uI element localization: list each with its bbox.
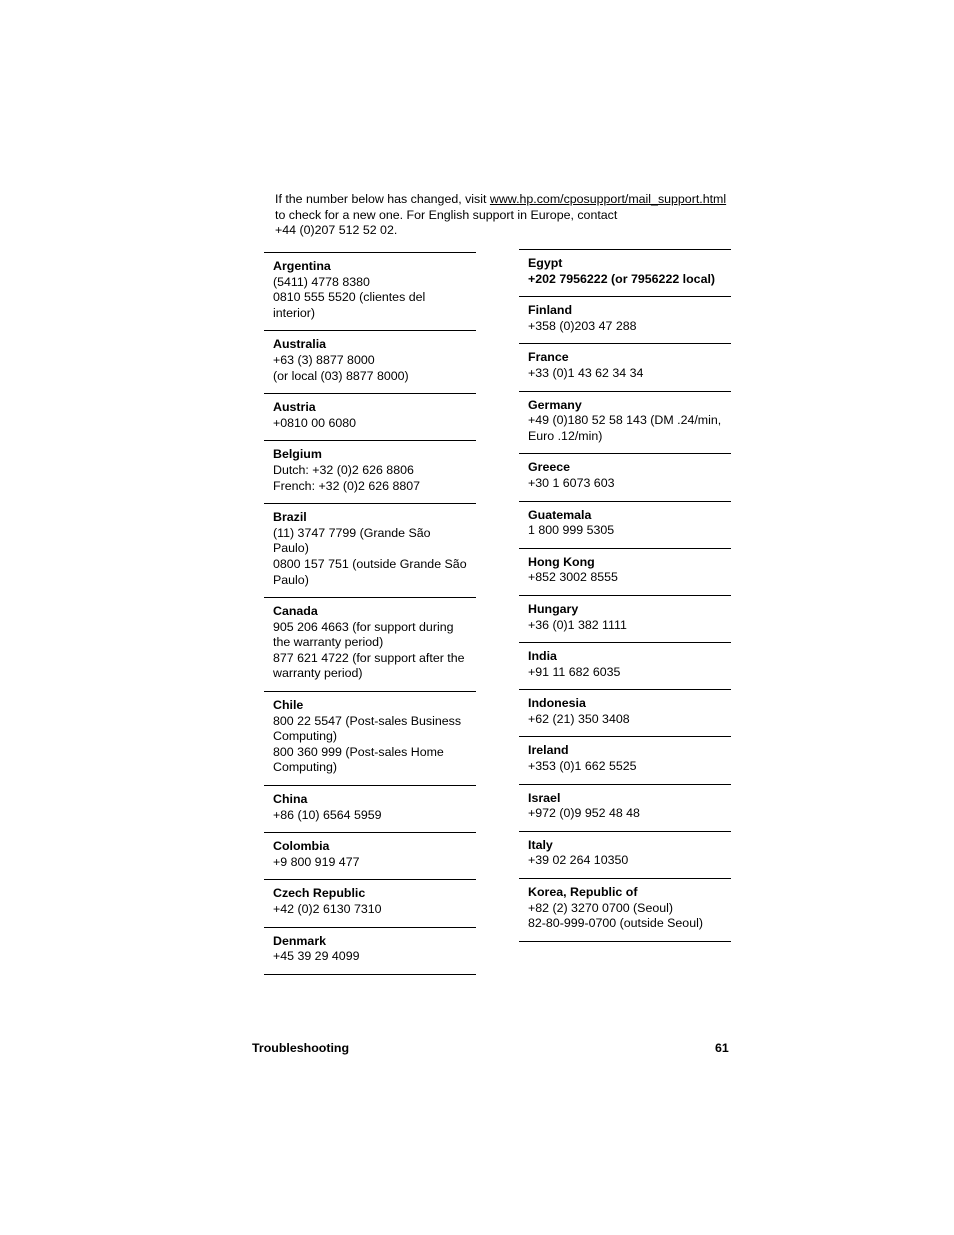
country-name: Canada	[273, 604, 318, 619]
phone-line: +30 1 6073 603	[528, 475, 615, 490]
country-name: Austria	[273, 400, 316, 415]
country-name: Brazil	[273, 510, 307, 525]
left-contact-column	[264, 252, 476, 975]
phone-line: 0800 157 751 (outside Grande São	[273, 556, 467, 571]
country-entry	[264, 597, 476, 691]
country-name: France	[528, 350, 569, 365]
phone-line: +39 02 264 10350	[528, 853, 629, 868]
country-entry	[264, 879, 476, 926]
country-name: Chile	[273, 698, 304, 713]
phone-line: +36 (0)1 382 1111	[528, 617, 627, 632]
country-name: Italy	[528, 837, 553, 852]
intro-text-line-2: to check for a new one. For English support in Europe, contact	[275, 207, 618, 222]
country-name: Czech Republic	[273, 886, 366, 901]
phone-line: Euro .12/min)	[528, 428, 603, 443]
country-entry	[519, 343, 731, 390]
country-name: Korea, Republic of	[528, 885, 638, 900]
country-entry	[519, 548, 731, 595]
country-name: Ireland	[528, 743, 569, 758]
phone-line: +852 3002 8555	[528, 570, 618, 585]
country-entry	[264, 785, 476, 832]
country-entry	[264, 691, 476, 785]
support-link[interactable]: www.hp.com/cposupport/mail_support.html	[489, 192, 727, 206]
intro-text: If the number below has changed, visit	[275, 192, 490, 206]
country-name: Germany	[528, 397, 582, 412]
phone-line: 1 800 999 5305	[528, 523, 615, 538]
phone-line: 800 360 999 (Post-sales Home	[273, 744, 444, 759]
country-name: India	[528, 649, 557, 664]
phone-line: +0810 00 6080	[273, 415, 357, 430]
phone-line: +202 7956222 (or 7956222 local)	[528, 271, 716, 286]
phone-line: +9 800 919 477	[273, 854, 360, 869]
right-contact-column	[519, 249, 731, 942]
country-entry	[519, 784, 731, 831]
phone-line: interior)	[273, 305, 315, 320]
country-name: Egypt	[528, 256, 563, 270]
country-name: China	[273, 792, 308, 807]
phone-line: 800 22 5547 (Post-sales Business	[273, 713, 462, 728]
country-name: Hong Kong	[528, 554, 595, 569]
country-entry	[519, 831, 731, 878]
country-entry	[264, 330, 476, 393]
country-name: Finland	[528, 303, 573, 318]
phone-line: +91 11 682 6035	[528, 664, 621, 679]
phone-line: 877 621 4722 (for support after the	[273, 650, 465, 665]
phone-line: 82-80-999-0700 (outside Seoul)	[528, 916, 703, 931]
phone-line: +42 (0)2 6130 7310	[273, 902, 382, 916]
phone-line: +63 (3) 8877 8000	[273, 352, 375, 367]
intro-phone: +44 (0)207 512 52 02.	[275, 223, 398, 238]
country-entry	[519, 642, 731, 689]
country-name: Israel	[528, 790, 561, 805]
phone-line: warranty period)	[273, 666, 363, 681]
intro-paragraph	[275, 192, 745, 239]
country-entry	[519, 736, 731, 783]
phone-line: +972 (0)9 952 48 48	[528, 806, 640, 821]
phone-line: +86 (10) 6564 5959	[273, 807, 382, 822]
phone-line: (or local (03) 8877 8000)	[273, 368, 409, 383]
phone-line: Computing)	[273, 729, 338, 744]
country-name: Colombia	[273, 839, 330, 854]
country-name: Greece	[528, 460, 571, 475]
country-name: Belgium	[273, 447, 322, 462]
country-entry	[519, 501, 731, 548]
phone-line: +353 (0)1 662 5525	[528, 759, 637, 774]
country-entry	[264, 503, 476, 597]
phone-line: 905 206 4663 (for support during	[273, 619, 454, 634]
phone-line: Computing)	[273, 760, 338, 775]
country-name: Guatemala	[528, 507, 592, 522]
country-name: Denmark	[273, 933, 327, 948]
phone-line: Dutch: +32 (0)2 626 8806	[273, 462, 414, 477]
country-name: Argentina	[273, 259, 331, 273]
country-entry	[519, 453, 731, 500]
phone-line: +45 39 29 4099	[273, 949, 360, 964]
footer-page-number: 61	[715, 1041, 729, 1055]
phone-line: +33 (0)1 43 62 34 34	[528, 365, 644, 380]
country-entry	[519, 296, 731, 343]
phone-line: +62 (21) 350 3408	[528, 711, 630, 726]
phone-line: the warranty period)	[273, 635, 384, 650]
country-name: Australia	[273, 337, 327, 352]
phone-line: +49 (0)180 52 58 143 (DM .24/min,	[528, 413, 722, 428]
phone-line: +82 (2) 3270 0700 (Seoul)	[528, 900, 674, 915]
country-name: Hungary	[528, 601, 579, 616]
country-entry	[264, 927, 476, 975]
country-entry	[519, 689, 731, 736]
phone-line: French: +32 (0)2 626 8807	[273, 478, 421, 493]
country-entry	[519, 391, 731, 454]
phone-line: Paulo)	[273, 541, 309, 556]
phone-line: 0810 555 5520 (clientes del	[273, 290, 426, 305]
country-entry	[264, 252, 476, 330]
country-entry	[519, 878, 731, 942]
country-entry	[264, 832, 476, 879]
phone-line: Paulo)	[273, 572, 309, 587]
footer-section-title: Troubleshooting	[252, 1041, 350, 1055]
country-entry	[519, 249, 731, 296]
country-entry	[264, 393, 476, 440]
phone-line: (5411) 4778 8380	[273, 274, 370, 289]
phone-line: +358 (0)203 47 288	[528, 318, 637, 333]
country-name: Indonesia	[528, 696, 586, 711]
country-entry	[519, 595, 731, 642]
phone-line: (11) 3747 7799 (Grande São	[273, 525, 431, 540]
country-entry	[264, 440, 476, 503]
